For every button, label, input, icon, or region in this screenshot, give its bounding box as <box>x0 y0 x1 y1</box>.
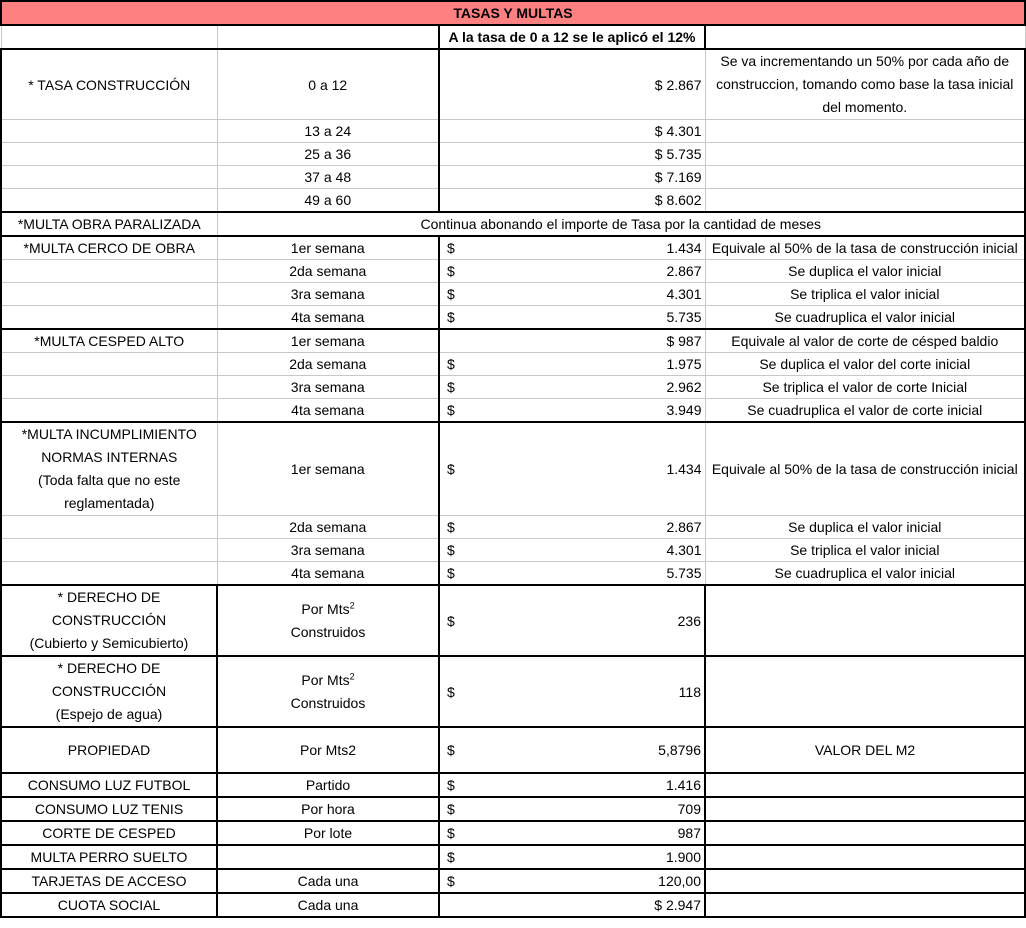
period-cell: 4ta semana <box>217 562 439 586</box>
row-label: CORTE DE CESPED <box>1 821 217 845</box>
currency: $ <box>447 777 455 793</box>
table-row <box>1 797 1025 821</box>
table-row <box>1 306 1025 330</box>
currency: $ <box>447 849 455 865</box>
amount-cell <box>439 516 705 539</box>
period-cell: 3ra semana <box>217 376 439 399</box>
currency: $ <box>447 825 455 841</box>
table-row <box>1 656 1025 727</box>
amount: 1.434 <box>666 461 702 477</box>
note-cell: Se cuadruplica el valor inicial <box>705 562 1025 586</box>
amount: 5.735 <box>666 309 702 325</box>
amount-cell <box>439 399 705 423</box>
amount-cell <box>439 353 705 376</box>
period-cell: 1er semana <box>217 329 439 353</box>
table-row <box>1 562 1025 586</box>
amount-cell <box>439 422 705 516</box>
period-cell: 2da semana <box>217 260 439 283</box>
note-cell: Se duplica el valor inicial <box>705 260 1025 283</box>
unit-cell: Por Mts$^2$ Construidos <box>217 656 439 727</box>
amount: 118 <box>678 683 701 700</box>
amount: 1.900 <box>665 849 701 865</box>
period-cell: 3ra semana <box>217 539 439 562</box>
amount: 2.962 <box>666 379 702 395</box>
currency: $ <box>447 379 455 395</box>
value-cell: $ 5.735 <box>439 143 705 166</box>
tasa-construccion-label: * TASA CONSTRUCCIÓN <box>1 49 217 120</box>
amount-cell <box>439 845 705 869</box>
amount: 2.867 <box>666 519 702 535</box>
derecho-espejo-label: * DERECHO DE CONSTRUCCIÓN (Espejo de agua) <box>1 656 217 727</box>
amount: 987 <box>677 825 701 841</box>
note-cell: Se triplica el valor inicial <box>705 539 1025 562</box>
amount-cell <box>439 821 705 845</box>
unit-cell: Cada una <box>217 893 439 917</box>
table-row <box>1 539 1025 562</box>
currency: $ <box>447 801 455 817</box>
amount-cell <box>439 773 705 797</box>
amount-cell <box>439 539 705 562</box>
subheader: A la tasa de 0 a 12 se le aplicó el 12% <box>439 25 705 49</box>
note-cell: Equivale al valor de corte de césped baldio <box>705 329 1025 353</box>
period-cell: 2da semana <box>217 516 439 539</box>
table-row <box>1 260 1025 283</box>
normas-internas-label: *MULTA INCUMPLIMIENTO NORMAS INTERNAS (Toda falta que no este reglamentada) <box>1 422 217 516</box>
unit-cell: Por lote <box>217 821 439 845</box>
note-cell: Se cuadruplica el valor inicial <box>705 306 1025 330</box>
table-row <box>1 727 1025 773</box>
amount-cell <box>439 585 705 656</box>
title-row <box>1 1 1025 25</box>
currency: $ <box>447 263 455 279</box>
table-row <box>1 773 1025 797</box>
amount-cell <box>439 236 705 260</box>
table-row <box>1 166 1025 189</box>
note-cell: Se duplica el valor inicial <box>705 516 1025 539</box>
amount: 5,8796 <box>658 742 701 758</box>
table-row <box>1 49 1025 120</box>
table-row <box>1 236 1025 260</box>
currency: $ <box>447 612 455 629</box>
currency: $ <box>447 565 455 581</box>
currency: $ <box>447 742 455 758</box>
cerco-obra-label: *MULTA CERCO DE OBRA <box>1 236 217 260</box>
table-row <box>1 821 1025 845</box>
table-row <box>1 893 1025 917</box>
amount-cell <box>439 727 705 773</box>
table-row <box>1 399 1025 423</box>
table-row <box>1 283 1025 306</box>
value-cell: $ 8.602 <box>439 189 705 213</box>
currency: $ <box>447 683 455 700</box>
amount: 4.301 <box>666 542 702 558</box>
unit-cell <box>217 845 439 869</box>
note-cell: Se duplica el valor del corte inicial <box>705 353 1025 376</box>
table-row <box>1 585 1025 656</box>
range-cell: 25 a 36 <box>217 143 439 166</box>
currency: $ <box>447 461 455 477</box>
period-cell: 2da semana <box>217 353 439 376</box>
currency: $ <box>447 542 455 558</box>
amount-cell <box>439 283 705 306</box>
note-cell: Equivale al 50% de la tasa de construcción inicial <box>705 422 1025 516</box>
amount-cell <box>439 376 705 399</box>
currency: $ <box>447 240 455 256</box>
amount-cell <box>439 656 705 727</box>
amount: 236 <box>677 612 701 629</box>
amount: 120,00 <box>658 873 701 889</box>
value-cell: $ 2.867 <box>439 49 705 120</box>
table-row <box>1 422 1025 516</box>
amount: 709 <box>677 801 701 817</box>
period-cell: 1er semana <box>217 236 439 260</box>
note-cell: Se triplica el valor de corte Inicial <box>705 376 1025 399</box>
amount-cell <box>439 797 705 821</box>
period-cell: 4ta semana <box>217 306 439 330</box>
obra-paralizada-label: *MULTA OBRA PARALIZADA <box>1 212 217 236</box>
unit-cell: Por hora <box>217 797 439 821</box>
range-cell: 37 a 48 <box>217 166 439 189</box>
table-row <box>1 869 1025 893</box>
table-row <box>1 376 1025 399</box>
table-row <box>1 212 1025 236</box>
table-row <box>1 845 1025 869</box>
propiedad-label: PROPIEDAD <box>1 727 217 773</box>
amount-cell <box>439 260 705 283</box>
row-label: MULTA PERRO SUELTO <box>1 845 217 869</box>
unit-cell: Cada una <box>217 869 439 893</box>
currency: $ <box>447 309 455 325</box>
range-cell: 49 a 60 <box>217 189 439 213</box>
amount: 4.301 <box>666 286 702 302</box>
amount: 1.975 <box>666 356 702 372</box>
obra-paralizada-text: Continua abonando el importe de Tasa por la cantidad de meses <box>217 212 1025 236</box>
range-cell: 13 a 24 <box>217 120 439 143</box>
amount: 3.949 <box>666 402 702 418</box>
note-cell: Se cuadruplica el valor de corte inicial <box>705 399 1025 423</box>
amount: 1.434 <box>666 240 702 256</box>
currency: $ <box>447 519 455 535</box>
amount: 2.867 <box>666 263 702 279</box>
cesped-alto-label: *MULTA CESPED ALTO <box>1 329 217 353</box>
note-cell: Equivale al 50% de la tasa de construcción inicial <box>705 236 1025 260</box>
table-row <box>1 143 1025 166</box>
subheader-row <box>1 25 1025 49</box>
amount-cell: $ 987 <box>439 329 705 353</box>
table-title: TASAS Y MULTAS <box>1 1 1025 25</box>
currency: $ <box>447 402 455 418</box>
amount-cell: $ 2.947 <box>439 893 705 917</box>
tasa-construccion-note: Se va incrementando un 50% por cada año de construccion, tomando como base la tasa inicial del momento. <box>705 49 1025 120</box>
table-row <box>1 120 1025 143</box>
note-cell: Se triplica el valor inicial <box>705 283 1025 306</box>
table-row <box>1 189 1025 213</box>
period-cell: 4ta semana <box>217 399 439 423</box>
amount: 1.416 <box>665 777 701 793</box>
table-row <box>1 516 1025 539</box>
currency: $ <box>447 873 455 889</box>
amount: 5.735 <box>666 565 702 581</box>
cuota-social-label: CUOTA SOCIAL <box>1 893 217 917</box>
row-label: CONSUMO LUZ TENIS <box>1 797 217 821</box>
amount-cell <box>439 869 705 893</box>
row-label: CONSUMO LUZ FUTBOL <box>1 773 217 797</box>
derecho-cubierto-label: * DERECHO DE CONSTRUCCIÓN (Cubierto y Semicubierto) <box>1 585 217 656</box>
range-cell: 0 a 12 <box>217 49 439 120</box>
note-cell: VALOR DEL M2 <box>705 727 1025 773</box>
currency: $ <box>447 286 455 302</box>
amount-cell <box>439 306 705 330</box>
unit-cell: Por Mts$^2$ Construidos <box>217 585 439 656</box>
amount-cell <box>439 562 705 586</box>
table-row <box>1 353 1025 376</box>
unit-cell: Por Mts2 <box>217 727 439 773</box>
period-cell: 3ra semana <box>217 283 439 306</box>
period-cell: 1er semana <box>217 422 439 516</box>
table-row <box>1 329 1025 353</box>
unit-cell: Partido <box>217 773 439 797</box>
value-cell: $ 7.169 <box>439 166 705 189</box>
value-cell: $ 4.301 <box>439 120 705 143</box>
row-label: TARJETAS DE ACCESO <box>1 869 217 893</box>
currency: $ <box>447 356 455 372</box>
